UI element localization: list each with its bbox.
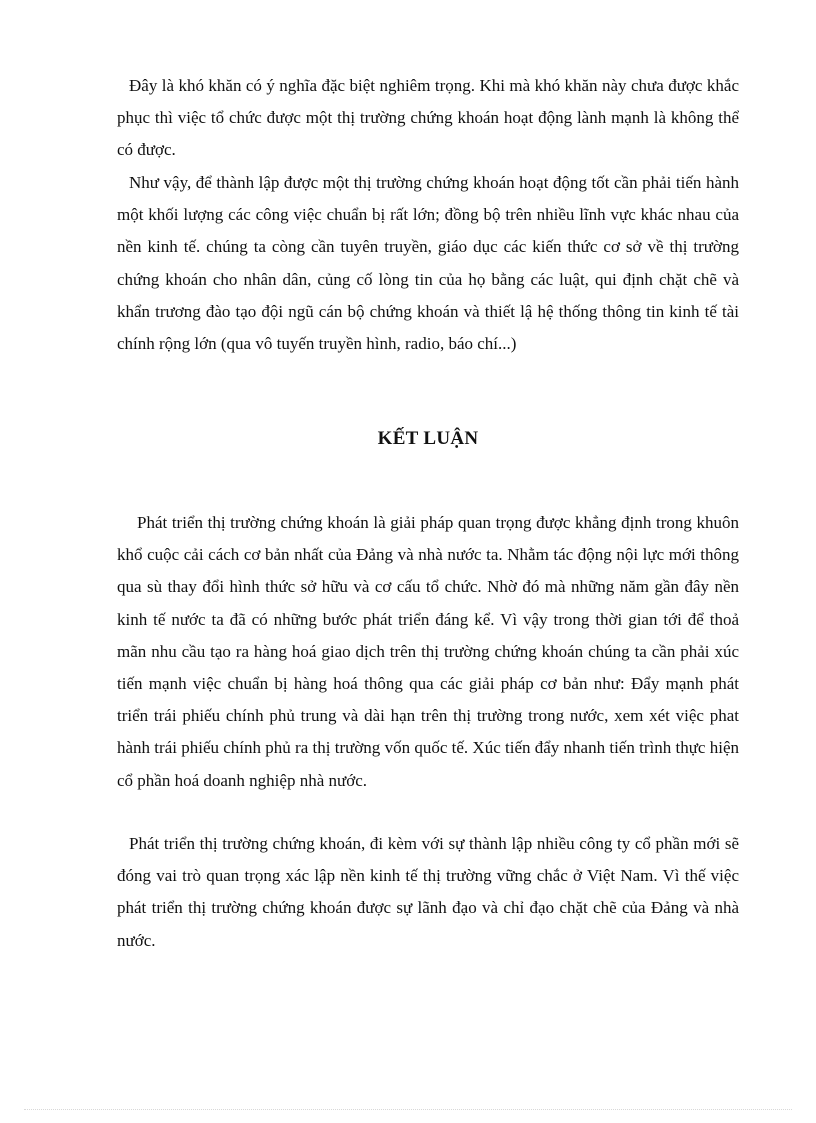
conclusion-heading: KẾT LUẬN	[377, 428, 479, 449]
paragraph-conclusion-main: Phát triển thị trường chứng khoán là giải pháp quan trọng được khẳng định trong khuôn khổ cuộc cải cách cơ bản nhất của Đảng và nhà nước ta. Nhằm tác động nội lực mới thông qua sù thay đổi hình thức sở hữu và cơ cấu tổ chức. Nhờ đó mà những năm gần đây nền kinh tế nước ta đã có những bước phát triển đáng kể. Vì vậy trong thời gian tới để thoả mãn nhu cầu tạo ra hàng hoá giao dịch trên thị trường chứng khoán chúng ta cần phải xúc tiến mạnh việc chuẩn bị hàng hoá thông qua các giải pháp cơ bản như: Đẩy mạnh phát triển trái phiếu chính phủ trung và dài hạn trên thị trường trong nước, xem xét việc phat hành trái phiếu chính phủ ra thị trường vốn quốc tế. Xúc tiến đẩy nhanh tiến trình thực hiện cổ phần hoá doanh nghiệp nhà nước.	[117, 513, 739, 790]
paragraph-preparation: Như vậy, để thành lập được một thị trường chứng khoán hoạt động tốt cần phải tiến hành một khối lượng các công việc chuẩn bị rất lớn; đồng bộ trên nhiều lĩnh vực khác nhau của nền kinh tế. chúng ta còng cần tuyên truyền, giáo dục các kiến thức cơ sở về thị trường chứng khoán cho nhân dân, củng cố lòng tin của họ bằng các luật, qui định chặt chẽ và khẩn trương đào tạo đội ngũ cán bộ chứng khoán và thiết lậ hệ thống thông tin kinh tế tài chính rộng lớn (qua vô tuyến truyền hình, radio, báo chí...)	[117, 173, 739, 354]
paragraph-difficulty: Đây là khó khăn có ý nghĩa đặc biệt nghiêm trọng. Khi mà khó khăn này chưa được khắc phục thì việc tổ chức được một thị trường chứng khoán hoạt động lành mạnh là không thể có được.	[117, 76, 739, 160]
paragraph-conclusion-final: Phát triển thị trường chứng khoán, đi kèm với sự thành lập nhiều công ty cổ phần mới sẽ đóng vai trò quan trọng xác lập nền kinh tế thị trường vững chắc ở Việt Nam. Vì thế việc phát triển thị trường chứng khoán được sự lãnh đạo và chỉ đạo chặt chẽ của Đảng và nhà nước.	[117, 834, 739, 950]
page-bottom-divider	[24, 1109, 792, 1110]
